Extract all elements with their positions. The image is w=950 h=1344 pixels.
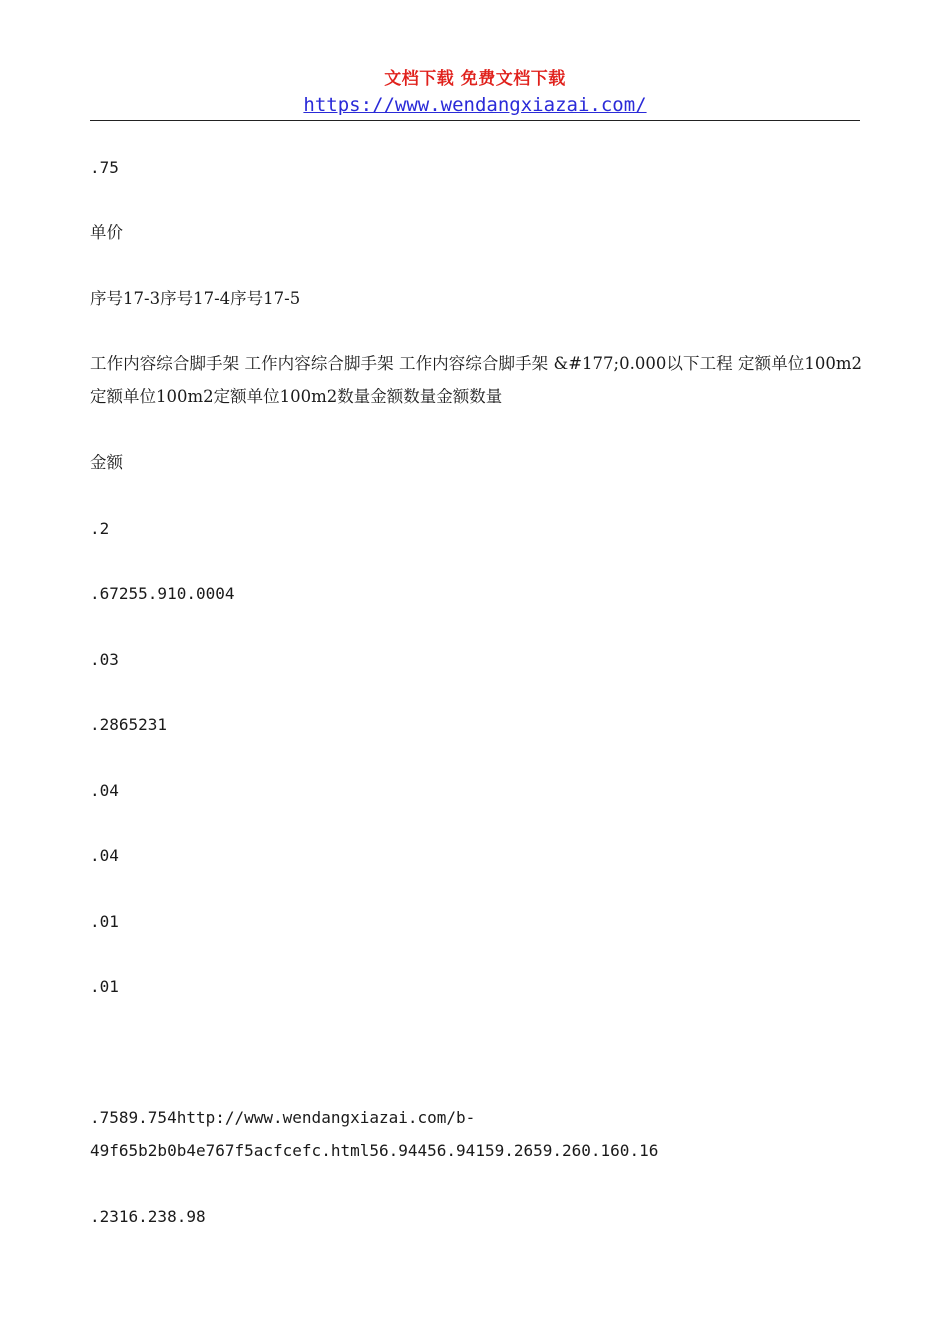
text-line: .01 bbox=[90, 912, 119, 931]
header-url-link[interactable]: https://www.wendangxiazai.com/ bbox=[303, 94, 647, 116]
text-line: .04 bbox=[90, 781, 119, 800]
text-paragraph: 工作内容综合脚手架 工作内容综合脚手架 工作内容综合脚手架 &#177;0.000以下工程 定额单位100m2定额单位100m2定额单位100m2数量金额数量金额数量 bbox=[90, 354, 862, 406]
text-line: .2865231 bbox=[90, 715, 168, 734]
text-line: .01 bbox=[90, 977, 119, 996]
text-line: 49f65b2b0b4e767f5acfcefc.html56.94456.94159.2659.260.160.16 bbox=[90, 1141, 659, 1160]
text-line: .75 bbox=[90, 158, 119, 177]
text-line: .67255.910.0004 bbox=[90, 584, 235, 603]
text-line: 单价 bbox=[90, 223, 123, 242]
page-header bbox=[90, 66, 860, 118]
header-divider bbox=[90, 120, 860, 121]
text-line: .2 bbox=[90, 519, 110, 538]
text-line: 序号17-3序号17-4序号17-5 bbox=[90, 289, 301, 308]
text-line: .2316.238.98 bbox=[90, 1207, 206, 1226]
text-line: .7589.754http://www.wendangxiazai.com/b- bbox=[90, 1108, 476, 1127]
text-line: .04 bbox=[90, 846, 119, 865]
text-line: .03 bbox=[90, 650, 119, 669]
text-line: 金额 bbox=[90, 453, 123, 472]
header-title: 文档下载 免费文档下载 bbox=[384, 69, 566, 89]
